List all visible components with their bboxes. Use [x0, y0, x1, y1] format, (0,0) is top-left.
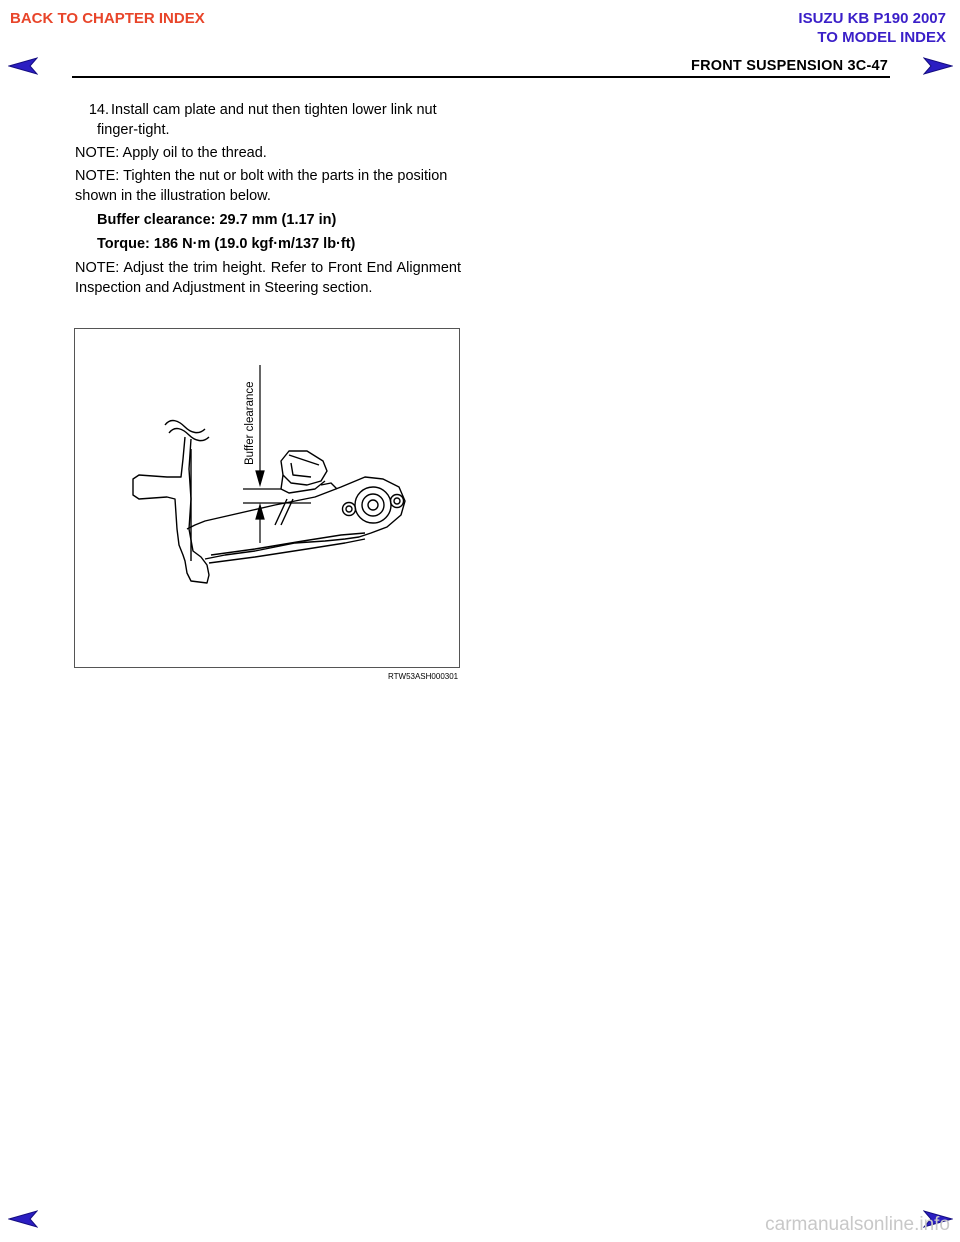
note-trim-height: NOTE: Adjust the trim height. Refer to Front End Alignment Inspection and Adjustment in Steering section.: [75, 260, 461, 296]
spec-torque: Torque: 186 N·m (19.0 kgf·m/137 lb·ft): [97, 236, 356, 252]
step-number: 14.: [88, 102, 109, 118]
previous-page-bottom-arrow-icon[interactable]: [8, 1210, 38, 1228]
figure-code: RTW53ASH000301: [388, 672, 459, 681]
suspension-illustration: [74, 328, 460, 668]
note-tighten-position: NOTE: Tighten the nut or bolt with the parts in the position shown in the illustration below.: [75, 168, 448, 204]
previous-page-arrow-icon[interactable]: [8, 57, 38, 75]
spec-buffer-clearance: Buffer clearance: 29.7 mm (1.17 in): [97, 212, 337, 228]
step-14: [75, 100, 461, 120]
watermark: carmanualsonline.info: [765, 1214, 950, 1235]
buffer-clearance-label: Buffer clearance: [244, 381, 256, 465]
procedure-content: [75, 100, 461, 301]
back-to-chapter-index-link[interactable]: BACK TO CHAPTER INDEX: [10, 10, 205, 27]
section-title: FRONT SUSPENSION 3C-47: [691, 58, 888, 74]
lower-link-drawing: [75, 329, 459, 667]
note-apply-oil: NOTE: Apply oil to the thread.: [75, 145, 267, 161]
model-title-link[interactable]: ISUZU KB P190 2007: [798, 10, 946, 27]
step-text-continued: finger-tight.: [97, 122, 170, 138]
to-model-index-link[interactable]: TO MODEL INDEX: [817, 29, 946, 46]
step-text: Install cam plate and nut then tighten lower link nut: [111, 102, 437, 118]
header-divider: [72, 76, 890, 78]
next-page-arrow-icon[interactable]: [923, 57, 953, 75]
